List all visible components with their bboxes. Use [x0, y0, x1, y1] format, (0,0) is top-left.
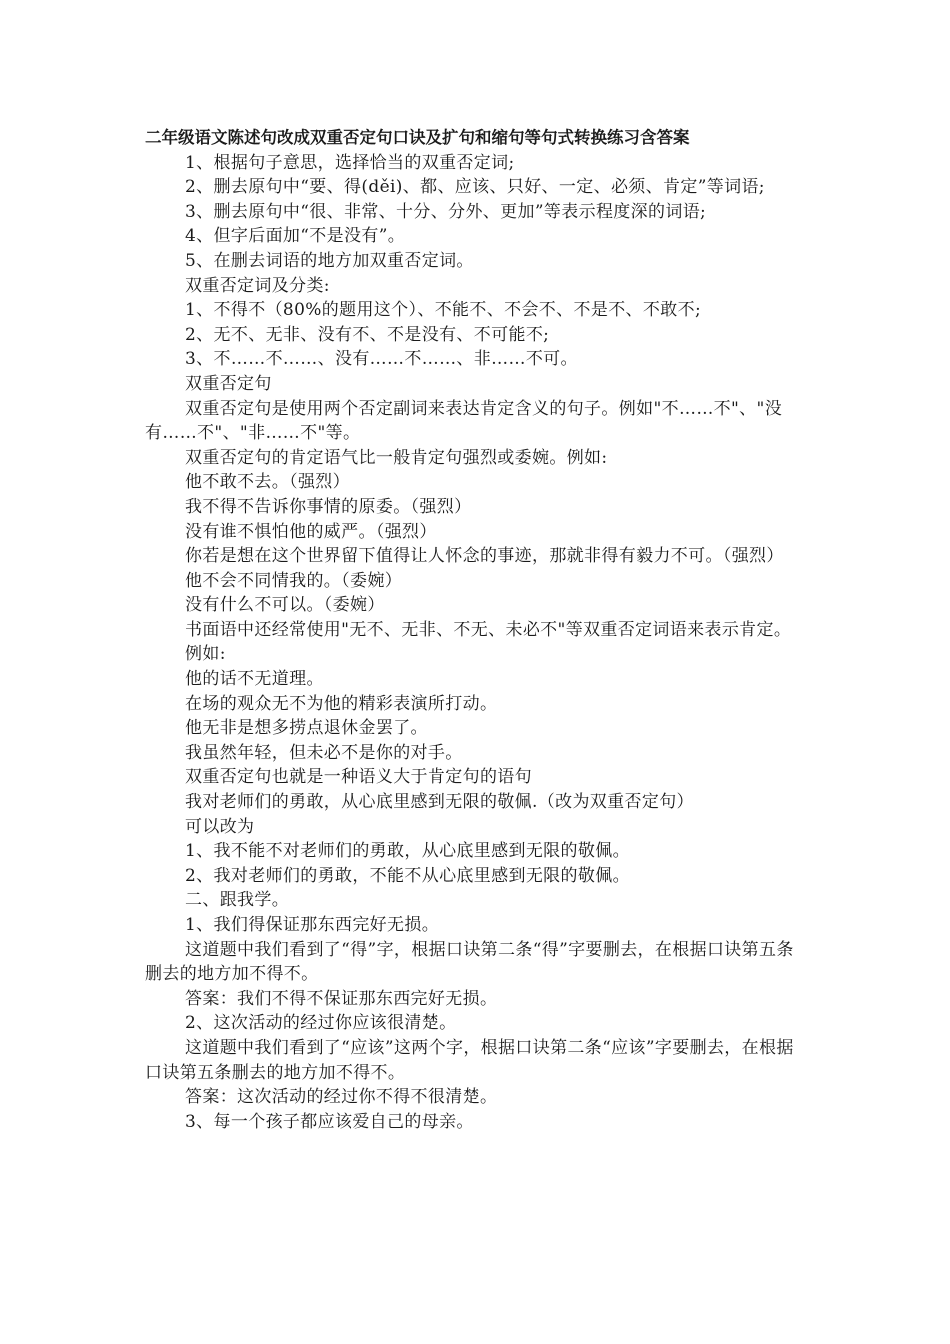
- paragraph: 答案：这次活动的经过你不得不很清楚。: [185, 1087, 498, 1108]
- paragraph: 5、在删去词语的地方加双重否定词。: [185, 250, 474, 271]
- paragraph: 这道题中我们看到了“得”字，根据口诀第二条“得”字要删去，在根据口诀第五条删去的地方加不得不。: [145, 939, 794, 985]
- paragraph: 双重否定句也就是一种语义大于肯定句的语句: [185, 767, 532, 788]
- paragraph: 在场的观众无不为他的精彩表演所打动。: [185, 693, 498, 714]
- paragraph: 他不会不同情我的。（委婉）: [185, 570, 403, 591]
- document-body: [145, 126, 810, 1134]
- paragraph: 3、每一个孩子都应该爱自己的母亲。: [185, 1111, 474, 1132]
- paragraph-list: [145, 151, 810, 1135]
- paragraph: 2、这次活动的经过你应该很清楚。: [185, 1013, 457, 1034]
- paragraph: 3、删去原句中“很、非常、十分、分外、更加”等表示程度深的词语;: [185, 201, 707, 222]
- paragraph: 双重否定句的肯定语气比一般肯定句强烈或委婉。例如:: [185, 447, 608, 468]
- paragraph: 没有什么不可以。（委婉）: [185, 595, 385, 616]
- paragraph: 2、无不、无非、没有不、不是没有、不可能不;: [185, 324, 550, 345]
- document-title: 二年级语文陈述句改成双重否定句口诀及扩句和缩句等句式转换练习含答案: [145, 128, 690, 147]
- paragraph: 1、根据句子意思，选择恰当的双重否定词;: [185, 152, 515, 173]
- paragraph: 二、跟我学。: [185, 890, 290, 911]
- paragraph: 他无非是想多捞点退休金罢了。: [185, 718, 428, 739]
- paragraph: 书面语中还经常使用"无不、无非、不无、未必不"等双重否定词语来表示肯定。: [185, 619, 792, 640]
- paragraph: 例如:: [185, 644, 226, 665]
- paragraph: 双重否定词及分类:: [185, 275, 330, 296]
- paragraph: 这道题中我们看到了“应该”这两个字，根据口诀第二条“应该”字要删去，在根据口诀第五条删去的地方加不得不。: [145, 1037, 794, 1083]
- paragraph: 2、我对老师们的勇敢，不能不从心底里感到无限的敬佩。: [185, 865, 630, 886]
- paragraph: 双重否定句是使用两个否定副词来表达肯定含义的句子。例如"不……不"、"没有……不"、"非……不"等。: [145, 398, 783, 444]
- paragraph: 1、我们得保证那东西完好无损。: [185, 915, 440, 935]
- paragraph: 答案：我们不得不保证那东西完好无损。: [185, 988, 498, 1009]
- paragraph: 我不得不告诉你事情的原委。（强烈）: [185, 496, 472, 517]
- paragraph: 可以改为: [185, 816, 255, 837]
- paragraph: 1、不得不（80%的题用这个）、不能不、不会不、不是不、不敢不;: [185, 300, 702, 321]
- paragraph: 你若是想在这个世界留下值得让人怀念的事迹，那就非得有毅力不可。（强烈）: [185, 546, 784, 567]
- paragraph: 我虽然年轻，但未必不是你的对手。: [185, 742, 463, 763]
- paragraph: 他不敢不去。（强烈）: [185, 472, 350, 493]
- paragraph: 没有谁不惧怕他的威严。（强烈）: [185, 521, 437, 542]
- paragraph: 4、但字后面加“不是没有”。: [185, 226, 406, 247]
- paragraph: 1、我不能不对老师们的勇敢，从心底里感到无限的敬佩。: [185, 841, 630, 862]
- paragraph: 3、不……不……、没有……不……、非……不可。: [185, 349, 578, 370]
- paragraph: 2、删去原句中“要、得(děi)、都、应该、只好、一定、必须、肯定”等词语;: [185, 177, 765, 198]
- paragraph: 我对老师们的勇敢，从心底里感到无限的敬佩.（改为双重否定句）: [185, 792, 694, 813]
- paragraph: 他的话不无道理。: [185, 669, 324, 690]
- paragraph: 双重否定句: [185, 373, 272, 394]
